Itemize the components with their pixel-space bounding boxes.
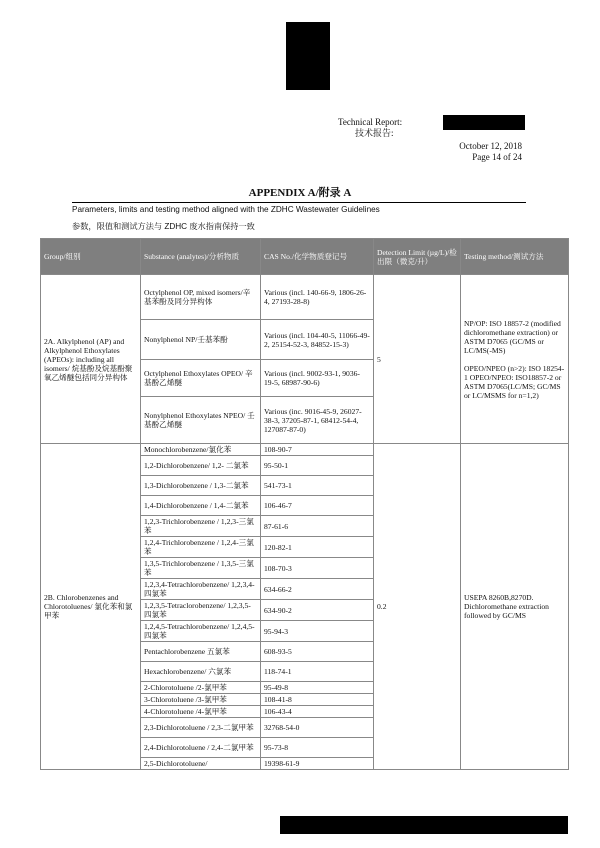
page-number: Page 14 of 24 xyxy=(472,152,522,162)
cas-cell: Various (incl. 104-40-5, 11066-49-2, 25154-52-3, 84852-15-3) xyxy=(261,320,374,360)
header-detection-limit: Detection Limit (µg/L)/检出限（微克/升） xyxy=(374,239,461,275)
cas-cell: 120-82-1 xyxy=(261,537,374,558)
table-row xyxy=(41,275,569,320)
cas-cell: 634-66-2 xyxy=(261,579,374,600)
cas-cell: 19398-61-9 xyxy=(261,758,374,770)
cas-cell: 32768-54-0 xyxy=(261,718,374,738)
table-row xyxy=(41,444,569,456)
substance-cell: 1,2-Dichlorobenzene/ 1,2- 二氯苯 xyxy=(141,456,261,476)
redacted-footer xyxy=(280,816,568,834)
cas-cell: Various (incl. 140-66-9, 1806-26-4, 27193-28-8) xyxy=(261,275,374,320)
cas-cell: 634-90-2 xyxy=(261,600,374,621)
substance-cell: 1,2,3-Trichlorobenzene / 1,2,3-三氯苯 xyxy=(141,516,261,537)
substance-cell: Pentachlorobenzene 五氯苯 xyxy=(141,642,261,662)
group-2b-detection-limit: 0.2 xyxy=(374,444,461,770)
group-2a-method xyxy=(461,275,569,444)
substance-cell: 2,3-Dichlorotoluene / 2,3-二氯甲苯 xyxy=(141,718,261,738)
header-cas: CAS No./化学物质登记号 xyxy=(261,239,374,275)
substance-cell: 4-Chlorotoluene /4-氯甲苯 xyxy=(141,706,261,718)
parameters-table xyxy=(40,238,569,770)
cas-cell: 95-49-8 xyxy=(261,682,374,694)
substance-cell: 2,4-Dichlorotoluene / 2,4-二氯甲苯 xyxy=(141,738,261,758)
substance-cell: 2,5-Dichlorotoluene/ xyxy=(141,758,261,770)
cas-cell: 95-94-3 xyxy=(261,621,374,642)
substance-cell: 1,2,3,5-Tetraclorobenzene/ 1,2,3,5-四氯苯 xyxy=(141,600,261,621)
substance-cell: 1,2,4-Trichlorobenzene / 1,2,4-三氯苯 xyxy=(141,537,261,558)
group-2b-method: USEPA 8260B,8270D. Dichloromethane extraction followed by GC/MS xyxy=(461,444,569,770)
substance-cell: Octylphenol Ethoxylates OPEO/ 辛基酚乙烯醚 xyxy=(141,360,261,397)
subtitle-en: Parameters, limits and testing method aligned with the ZDHC Wastewater Guidelines xyxy=(72,205,380,214)
cas-cell: 108-41-8 xyxy=(261,694,374,706)
substance-cell: Hexachlorobenzene/ 六氯苯 xyxy=(141,662,261,682)
header-substance: Substance (analytes)/分析物质 xyxy=(141,239,261,275)
substance-cell: Nonylphenol NP/壬基苯酚 xyxy=(141,320,261,360)
cas-cell: 608-93-5 xyxy=(261,642,374,662)
cas-cell: 108-70-3 xyxy=(261,558,374,579)
cas-cell: 87-61-6 xyxy=(261,516,374,537)
group-2a-method-1: NP/OP: ISO 18857-2 (modified dichloromethane extraction) or ASTM D7065 (GC/MS or LC/MS(-MS) xyxy=(464,318,561,355)
cas-cell: Various (incl. 9002-93-1, 9036-19-5, 68987-90-6) xyxy=(261,360,374,397)
cas-cell: 118-74-1 xyxy=(261,662,374,682)
group-2a-name: 2A. Alkylphenol (AP) and Alkylphenol Ethoxylates (APEOs): including all isomers/ 烷基酚及烷基酚聚氧乙烯醚包括同分异构体 xyxy=(41,275,141,444)
report-label-cn: 技术报告: xyxy=(355,128,394,138)
substance-cell: 1,2,3,4-Tetrachlorobenzene/ 1,2,3,4-四氯苯 xyxy=(141,579,261,600)
substance-cell: Nonylphenol Ethoxylates NPEO/ 壬基酚乙烯醚 xyxy=(141,397,261,444)
table-header-row xyxy=(41,239,569,275)
header-group: Group/组别 xyxy=(41,239,141,275)
redacted-report-number xyxy=(443,115,525,130)
substance-cell: 2-Chlorotoluene /2-氯甲苯 xyxy=(141,682,261,694)
substance-cell: 1,4-Dichlorobenzene / 1,4-二氯苯 xyxy=(141,496,261,516)
cas-cell: 95-50-1 xyxy=(261,456,374,476)
substance-cell: Octylphenol OP, mixed isomers/辛基苯酚及同分异构体 xyxy=(141,275,261,320)
cas-cell: 95-73-8 xyxy=(261,738,374,758)
substance-cell: 1,3-Dichlorobenzene / 1,3-二氯苯 xyxy=(141,476,261,496)
cas-cell: 541-73-1 xyxy=(261,476,374,496)
report-label-en: Technical Report: xyxy=(338,117,403,127)
substance-cell: 3-Chlorotoluene /3-氯甲苯 xyxy=(141,694,261,706)
group-2b-name: 2B. Chlorobenzenes and Chlorotoluenes/ 氯化苯和氯甲苯 xyxy=(41,444,141,770)
cas-cell: 106-43-4 xyxy=(261,706,374,718)
header-testing-method: Testing method/测试方法 xyxy=(461,239,569,275)
redacted-logo xyxy=(286,22,330,90)
group-2a-method-2: OPEO/NPEO (n>2): ISO 18254-1 OPEO/NPEO: ISO18857-2 or ASTM D7065(LC/MS; GC/MS or LC/MSMS for n=1,2) xyxy=(464,363,565,400)
subtitle-cn: 参数，限值和测试方法与 ZDHC 废水指南保持一致 xyxy=(72,222,255,231)
cas-cell: 106-46-7 xyxy=(261,496,374,516)
substance-cell: 1,3,5-Trichlorobenzene / 1,3,5-三氯苯 xyxy=(141,558,261,579)
cas-cell: 108-90-7 xyxy=(261,444,374,456)
report-date: October 12, 2018 xyxy=(459,141,522,151)
cas-cell: Various (inc. 9016-45-9, 26027-38-3, 37205-87-1, 68412-54-4, 127087-87-0) xyxy=(261,397,374,444)
substance-cell: 1,2,4,5-Tetrachlorobenzene/ 1,2,4,5-四氯苯 xyxy=(141,621,261,642)
substance-cell: Monochlorobenzene/氯化苯 xyxy=(141,444,261,456)
appendix-title: APPENDIX A/附录 A xyxy=(248,187,352,199)
group-2a-detection-limit: 5 xyxy=(374,275,461,444)
title-rule xyxy=(72,202,526,203)
